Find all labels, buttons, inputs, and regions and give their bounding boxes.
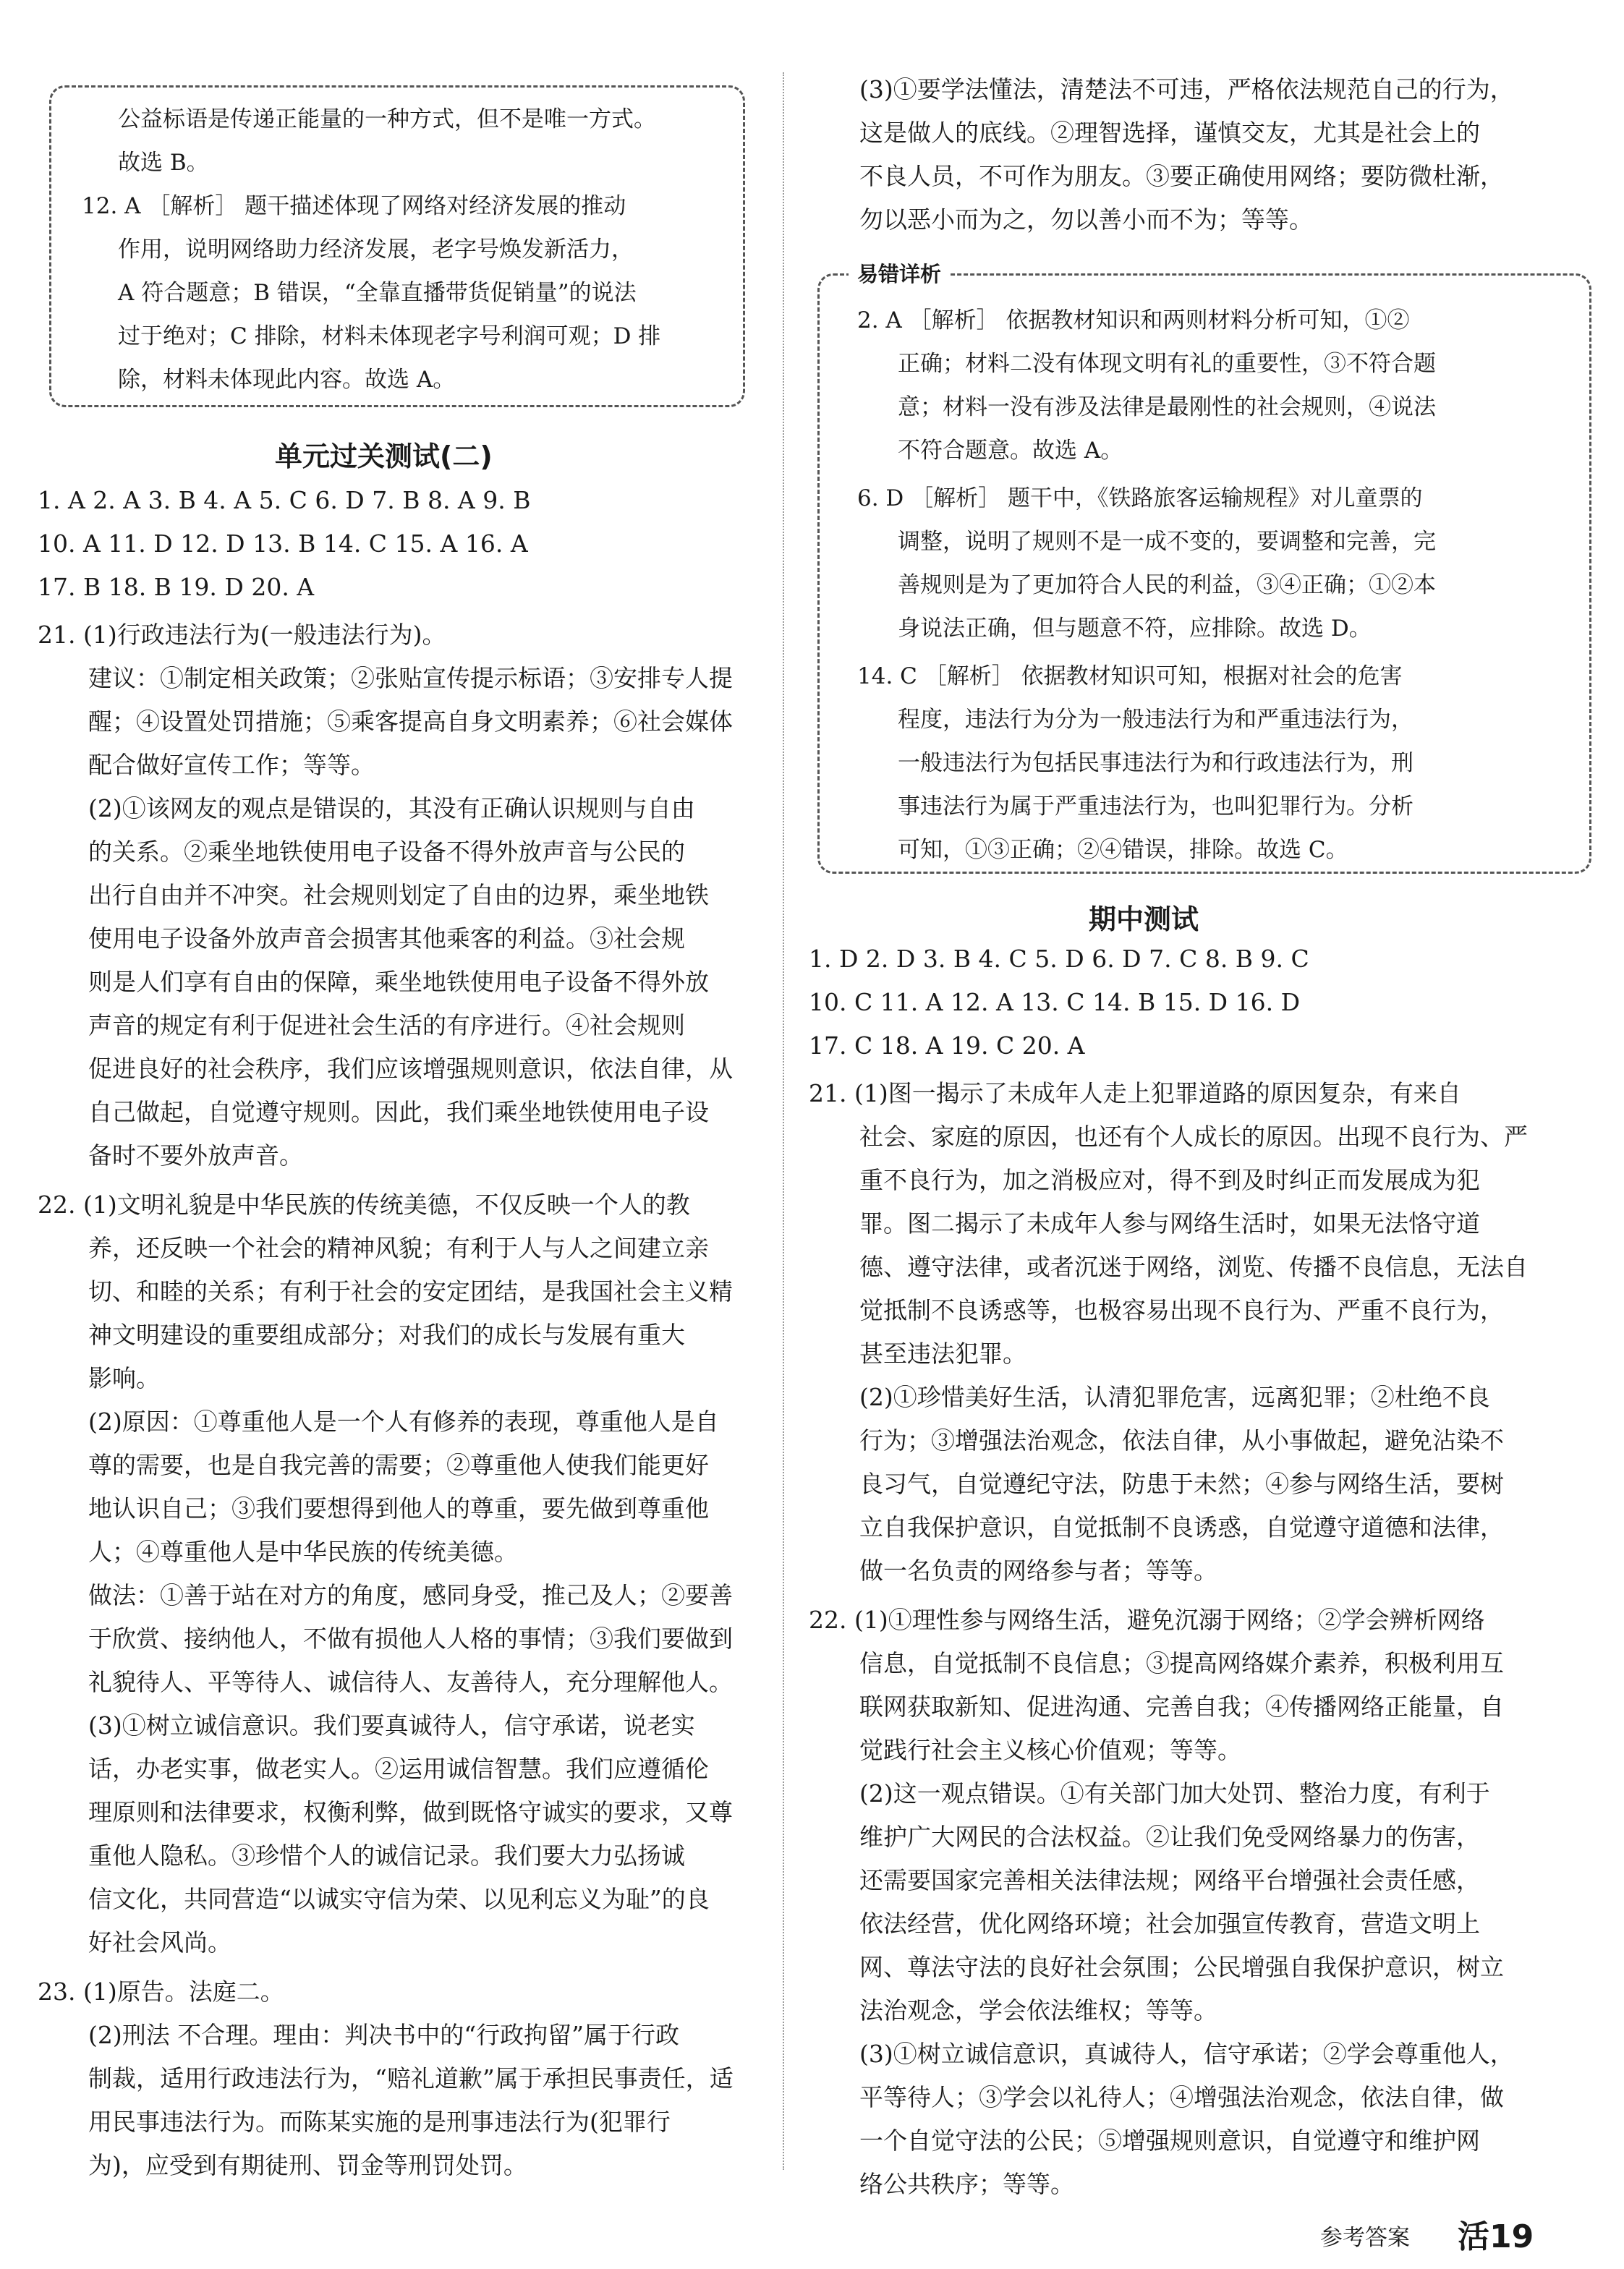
answer-line: 21. (1)行政违法行为(一般违法行为)。 — [38, 621, 446, 649]
answer-line: 平等待人；③学会以礼待人；④增强法治观念，依法自律，做 — [859, 2083, 1504, 2111]
box-line: 身说法正确，但与题意不符，应排除。故选 D。 — [898, 616, 1372, 642]
answer-line: 17. C 18. A 19. C 20. A — [809, 1031, 1085, 1060]
column-divider — [783, 72, 784, 2170]
answer-line: 觉践行社会主义核心价值观；等等。 — [859, 1736, 1241, 1764]
answer-line: (2)①珍惜美好生活，认清犯罪危害，远离犯罪；②杜绝不良 — [859, 1383, 1490, 1411]
answer-line: 23. (1)原告。法庭二。 — [38, 1978, 284, 2006]
answer-line: 使用电子设备外放声音会损害其他乘客的利益。③社会规 — [88, 924, 685, 953]
box-line: A 符合题意；B 错误，“全靠直播带货促销量”的说法 — [118, 280, 637, 306]
answer-line: 话，办老实事，做老实人。②运用诚信智慧。我们应遵循伦 — [88, 1755, 709, 1783]
box-line: 一般违法行为包括民事违法行为和行政违法行为，刑 — [898, 750, 1413, 776]
answer-line: 社会、家庭的原因，也还有个人成长的原因。出现不良行为、严 — [859, 1123, 1528, 1151]
answer-line: 好社会风尚。 — [88, 1928, 231, 1957]
answer-line: 觉抵制不良诱惑等，也极容易出现不良行为、严重不良行为， — [859, 1296, 1504, 1324]
answer-line: 备时不要外放声音。 — [88, 1141, 303, 1170]
answer-line: 则是人们享有自由的保障，乘坐地铁使用电子设备不得外放 — [88, 968, 709, 996]
answer-line: 地认识自己；③我们要想得到他人的尊重，要先做到尊重他 — [88, 1494, 709, 1523]
answer-line: 络公共秩序；等等。 — [859, 2170, 1074, 2198]
box-line: 6. D ［解析］ 题干中，《铁路旅客运输规程》对儿童票的 — [857, 485, 1423, 511]
box-line: 程度，违法行为分为一般违法行为和严重违法行为， — [898, 707, 1413, 733]
answer-line: (2)这一观点错误。①有关部门加大处罚、整治力度，有利于 — [859, 1779, 1490, 1808]
box-line: 2. A ［解析］ 依据教材知识和两则材料分析可知，①② — [857, 307, 1410, 333]
error-analysis-box — [817, 262, 1591, 874]
answer-line: 维护广大网民的合法权益。②让我们免受网络暴力的伤害， — [859, 1823, 1480, 1851]
box-line: 故选 B。 — [118, 150, 209, 176]
box-line: 作用，说明网络助力经济发展，老字号焕发新活力， — [118, 237, 634, 263]
answer-line: 行为；③增强法治观念，依法自律，从小事做起，避免沾染不 — [859, 1426, 1504, 1455]
answer-line: 为)，应受到有期徒刑、罚金等刑罚处罚。 — [88, 2151, 527, 2179]
page-number: 活19 — [1458, 2218, 1534, 2255]
answer-line: 促进良好的社会秩序，我们应该增强规则意识，依法自律，从 — [88, 1055, 733, 1083]
box-line: 善规则是为了更加符合人民的利益，③④正确；①②本 — [898, 572, 1436, 598]
answer-line: (3)①要学法懂法，清楚法不可违，严格依法规范自己的行为， — [859, 75, 1514, 103]
answer-line: 网、尊法守法的良好社会氛围；公民增强自我保护意识，树立 — [859, 1953, 1504, 1981]
answer-line: (3)①树立诚信意识，真诚待人，信守承诺；②学会尊重他人， — [859, 2040, 1514, 2068]
answer-line: (2)原因：①尊重他人是一个人有修养的表现，尊重他人是自 — [88, 1408, 719, 1436]
error-analysis-tag: 易错详析 — [849, 258, 950, 288]
box-line: 不符合题意。故选 A。 — [898, 438, 1123, 464]
answer-line: 声音的规定有利于促进社会生活的有序进行。④社会规则 — [88, 1011, 685, 1039]
answer-line: 不良人员，不可作为朋友。③要正确使用网络；要防微杜渐， — [859, 162, 1504, 190]
box-line: 14. C ［解析］ 依据教材知识可知，根据对社会的危害 — [857, 663, 1403, 689]
footer-label: 参考答案 — [1320, 2225, 1410, 2251]
answer-line: 影响。 — [88, 1364, 160, 1392]
answer-line: 勿以恶小而为之，勿以善小而不为；等等。 — [859, 205, 1313, 234]
answer-line: 人；④尊重他人是中华民族的传统美德。 — [88, 1538, 518, 1566]
answer-line: 22. (1)①理性参与网络生活，避免沉溺于网络；②学会辨析网络 — [809, 1606, 1485, 1634]
answer-line: 理原则和法律要求，权衡利弊，做到既恪守诚实的要求，又尊 — [88, 1798, 733, 1826]
answer-line: 重他人隐私。③珍惜个人的诚信记录。我们要大力弘扬诚 — [88, 1842, 685, 1870]
answer-line: 1. A 2. A 3. B 4. A 5. C 6. D 7. B 8. A 9. B — [38, 486, 531, 514]
section-title-unit-test: 单元过关测试(二) — [275, 440, 493, 472]
box-line: 12. A ［解析］ 题干描述体现了网络对经济发展的推动 — [82, 193, 626, 219]
box-line: 过于绝对；C 排除，材料未体现老字号利润可观；D 排 — [118, 323, 661, 349]
answer-line: 礼貌待人、平等待人、诚信待人、友善待人，充分理解他人。 — [88, 1668, 733, 1696]
answer-line: 尊的需要，也是自我完善的需要；②尊重他人使我们能更好 — [88, 1451, 709, 1479]
answer-line: 罪。图二揭示了未成年人参与网络生活时，如果无法恪守道 — [859, 1209, 1480, 1238]
answer-line: 于欣赏、接纳他人，不做有损他人人格的事情；③我们要做到 — [88, 1625, 733, 1653]
answer-line: 法治观念，学会依法维权；等等。 — [859, 1996, 1217, 2025]
section-title-midterm: 期中测试 — [1089, 903, 1199, 935]
answer-line: 联网获取新知、促进沟通、完善自我；④传播网络正能量，自 — [859, 1693, 1504, 1721]
box-line: 公益标语是传递正能量的一种方式，但不是唯一方式。 — [118, 106, 656, 132]
answer-line: 做法：①善于站在对方的角度，感同身受，推己及人；②要善 — [88, 1581, 733, 1609]
answer-line: 立自我保护意识，自觉抵制不良诱惑，自觉遵守道德和法律， — [859, 1513, 1504, 1541]
answer-line: 神文明建设的重要组成部分；对我们的成长与发展有重大 — [88, 1321, 685, 1349]
box-line: 事违法行为属于严重违法行为，也叫犯罪行为。分析 — [898, 793, 1413, 820]
box-line: 除，材料未体现此内容。故选 A。 — [118, 367, 456, 393]
answer-line: 德、遵守法律，或者沉迷于网络，浏览、传播不良信息，无法自 — [859, 1253, 1528, 1281]
box-line: 意；材料一没有涉及法律是最刚性的社会规则，④说法 — [898, 394, 1436, 420]
answer-line: 制裁，适用行政违法行为，“赔礼道歉”属于承担民事责任，适 — [88, 2064, 734, 2093]
answer-line: 这是做人的底线。②理智选择，谨慎交友，尤其是社会上的 — [859, 119, 1480, 147]
answer-line: 自己做起，自觉遵守规则。因此，我们乘坐地铁使用电子设 — [88, 1098, 709, 1126]
answer-line: 配合做好宣传工作；等等。 — [88, 751, 375, 779]
answer-line: 21. (1)图一揭示了未成年人走上犯罪道路的原因复杂，有来自 — [809, 1079, 1461, 1107]
box-line: 调整，说明了规则不是一成不变的，要调整和完善，完 — [898, 529, 1436, 555]
answer-line: 还需要国家完善相关法律法规；网络平台增强社会责任感， — [859, 1866, 1480, 1894]
answer-line: 切、和睦的关系；有利于社会的安定团结，是我国社会主义精 — [88, 1277, 733, 1306]
answer-line: 建议：①制定相关政策；②张贴宣传提示标语；③安排专人提 — [88, 664, 733, 692]
answer-line: 养，还反映一个社会的精神风貌；有利于人与人之间建立亲 — [88, 1234, 709, 1262]
answer-line: 醒；④设置处罚措施；⑤乘客提高自身文明素养；⑥社会媒体 — [88, 707, 733, 736]
answer-line: 信息，自觉抵制不良信息；③提高网络媒介素养，积极利用互 — [859, 1649, 1504, 1677]
answer-line: 22. (1)文明礼貌是中华民族的传统美德，不仅反映一个人的教 — [38, 1191, 690, 1219]
answer-line: 重不良行为，加之消极应对，得不到及时纠正而发展成为犯 — [859, 1166, 1480, 1194]
answer-line: 一个自觉守法的公民；⑤增强规则意识，自觉遵守和维护网 — [859, 2127, 1480, 2155]
answer-line: 甚至违法犯罪。 — [859, 1340, 1026, 1368]
answer-line: 用民事违法行为。而陈某实施的是刑事违法行为(犯罪行 — [88, 2108, 671, 2136]
answer-line: 良习气，自觉遵纪守法，防患于未然；④参与网络生活，要树 — [859, 1470, 1504, 1498]
answer-line: (3)①树立诚信意识。我们要真诚待人，信守承诺，说老实 — [88, 1711, 695, 1740]
box-line: 正确；材料二没有体现文明有礼的重要性，③不符合题 — [898, 351, 1436, 377]
answer-line: 17. B 18. B 19. D 20. A — [38, 573, 315, 601]
box-line: 可知，①③正确；②④错误，排除。故选 C。 — [898, 837, 1348, 863]
answer-line: 出行自由并不冲突。社会规则划定了自由的边界，乘坐地铁 — [88, 881, 709, 909]
answer-line: 信文化，共同营造“以诚实守信为荣、以见利忘义为耻”的良 — [88, 1885, 710, 1913]
answer-line: 依法经营，优化网络环境；社会加强宣传教育，营造文明上 — [859, 1910, 1480, 1938]
answer-line: (2)①该网友的观点是错误的，其没有正确认识规则与自由 — [88, 794, 695, 822]
answer-line: 10. C 11. A 12. A 13. C 14. B 15. D 16. D — [809, 988, 1301, 1016]
answer-line: 1. D 2. D 3. B 4. C 5. D 6. D 7. C 8. B 9. C — [809, 945, 1309, 973]
answer-line: 10. A 11. D 12. D 13. B 14. C 15. A 16. A — [38, 529, 528, 558]
answer-line: (2)刑法 不合理。理由：判决书中的“行政拘留”属于行政 — [88, 2021, 679, 2049]
answer-line: 做一名负责的网络参与者；等等。 — [859, 1557, 1217, 1585]
analysis-box-continued — [49, 85, 745, 407]
answer-line: 的关系。②乘坐地铁使用电子设备不得外放声音与公民的 — [88, 838, 685, 866]
